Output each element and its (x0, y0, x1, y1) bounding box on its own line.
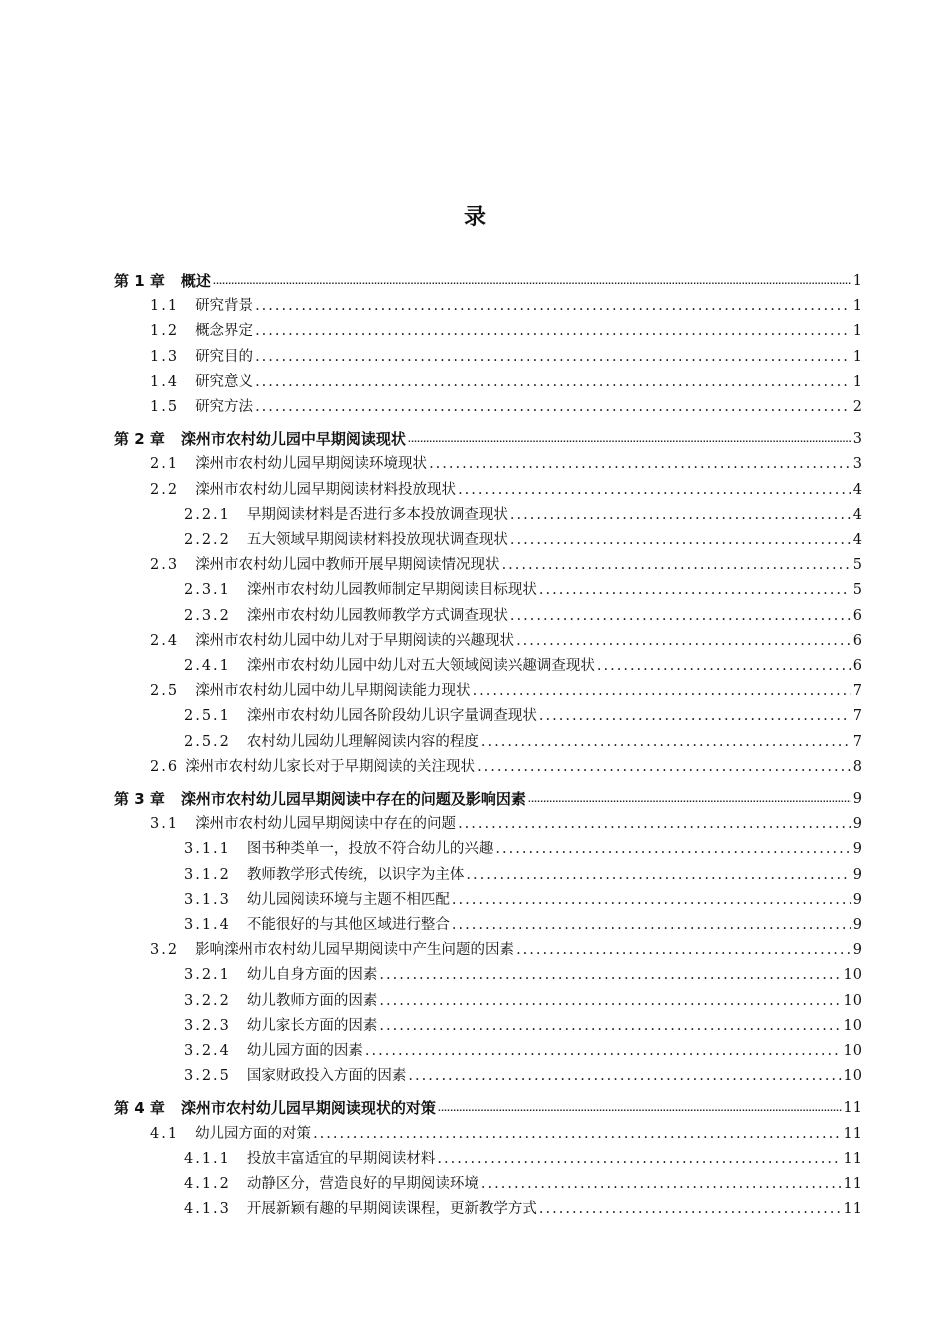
toc-number: 2.4 (150, 632, 180, 649)
toc-leader-dots (408, 433, 851, 447)
toc-number: 4.1.2 (184, 1176, 231, 1192)
toc-text: 不能很好的与其他区域进行整合 (246, 917, 450, 933)
toc-entry[interactable] (150, 295, 862, 317)
toc-number: 3.1 (150, 816, 180, 833)
toc-entry[interactable] (150, 346, 862, 368)
toc-entry[interactable] (150, 320, 862, 342)
toc-leader-dots (473, 680, 851, 702)
toc-text: 滦州市农村幼儿园早期阅读中存在的问题 (195, 816, 457, 833)
toc-page-number: 10 (843, 1017, 862, 1034)
toc-text: 研究意义 (195, 373, 254, 390)
toc-entry[interactable] (184, 1040, 862, 1062)
toc-text: 国家财政投入方面的因素 (246, 1068, 407, 1085)
toc-label (150, 320, 253, 342)
toc-entry[interactable] (150, 396, 862, 418)
toc-leader-dots (429, 453, 851, 475)
toc-entry[interactable] (184, 1173, 862, 1195)
toc-number: 2.3 (150, 557, 180, 574)
toc-text: 滦州市农村幼儿园早期阅读中存在的问题及影响因素 (180, 790, 526, 808)
toc-label (184, 1198, 537, 1220)
toc-number: 2.1 (150, 456, 180, 473)
toc-page-number: 4 (852, 532, 862, 548)
toc-page-number: 10 (843, 1043, 862, 1059)
toc-page-number: 7 (852, 683, 862, 700)
toc-label (150, 479, 456, 501)
toc-number: 2.5 (150, 683, 180, 700)
toc-number: 2.5.2 (184, 733, 231, 750)
toc-entry[interactable] (184, 655, 862, 677)
toc-leader-dots (255, 295, 851, 317)
toc-leader-dots (481, 1173, 842, 1195)
toc-label (184, 1173, 479, 1195)
toc-page-number: 1 (852, 348, 862, 365)
toc-page-number: 10 (843, 967, 862, 984)
toc-entry[interactable] (150, 554, 862, 576)
toc-page-number: 11 (843, 1150, 862, 1167)
toc-text: 五大领域早期阅读材料投放现状调查现状 (246, 532, 508, 548)
toc-entry[interactable] (184, 1148, 862, 1170)
toc-number: 3.2.3 (184, 1017, 231, 1034)
toc-leader-dots (437, 1148, 841, 1170)
toc-entry[interactable] (150, 1123, 862, 1145)
toc-entry[interactable] (150, 756, 862, 778)
toc-text: 教师教学形式传统，以识字为主体 (246, 866, 465, 883)
toc-number: 3.2.2 (184, 992, 231, 1009)
toc-label (150, 346, 253, 368)
toc-text: 幼儿园方面的对策 (195, 1125, 312, 1142)
toc-page-number: 1 (852, 323, 862, 340)
toc-text: 早期阅读材料是否进行多本投放调查现状 (246, 506, 508, 523)
toc-page-number: 11 (843, 1201, 862, 1218)
toc-leader-dots (365, 1040, 842, 1062)
toc-number: 4.1.1 (184, 1150, 231, 1167)
toc-page-number: 1 (852, 373, 862, 390)
toc-number: 2.5.1 (184, 708, 231, 725)
toc-label (184, 1040, 363, 1062)
toc-label (184, 705, 537, 727)
toc-entry[interactable] (184, 731, 862, 753)
toc-page-number: 9 (852, 891, 862, 908)
toc-leader-dots (516, 630, 851, 652)
toc-number: 2.3.2 (184, 607, 231, 624)
toc-label (184, 605, 508, 627)
toc-chapter[interactable] (114, 270, 862, 292)
toc-text: 滦州市农村幼儿园各阶段幼儿识字量调查现状 (246, 708, 537, 725)
toc-number: 第 3 章 (114, 790, 165, 808)
toc-page-number: 4 (852, 506, 862, 523)
toc-text: 滦州市农村幼儿园中幼儿对五大领域阅读兴趣调查现状 (246, 658, 595, 674)
toc-leader-dots (213, 275, 851, 289)
toc-leader-dots (477, 756, 851, 778)
toc-text: 研究目的 (195, 348, 254, 365)
toc-entry[interactable] (184, 1065, 862, 1087)
toc-label (184, 1065, 406, 1087)
toc-page-number: 11 (843, 1100, 862, 1117)
toc-leader-dots (466, 864, 850, 886)
toc-number: 3.2.4 (184, 1043, 231, 1059)
toc-label (114, 270, 211, 292)
toc-entry[interactable] (150, 371, 862, 393)
toc-entry[interactable] (150, 680, 862, 702)
toc-number: 3.1.1 (184, 841, 231, 858)
toc-number: 1.1 (150, 298, 180, 315)
toc-chapter[interactable] (114, 428, 862, 450)
toc-text: 滦州市农村幼儿园中幼儿对于早期阅读的兴趣现状 (195, 632, 515, 649)
toc-leader-dots (408, 1065, 841, 1087)
toc-label (150, 371, 253, 393)
toc-text: 幼儿园阅读环境与主题不相匹配 (246, 891, 450, 908)
toc-chapter[interactable] (114, 788, 862, 810)
toc-page-number: 7 (852, 733, 862, 750)
toc-label (184, 914, 450, 936)
toc-page-number: 2 (852, 399, 862, 415)
toc-text: 幼儿家长方面的因素 (246, 1017, 378, 1034)
toc-leader-dots (510, 504, 851, 526)
toc-page-number: 6 (852, 632, 862, 649)
toc-page-number: 1 (852, 273, 862, 289)
toc-leader-dots (379, 990, 841, 1012)
toc-number: 2.2.2 (184, 532, 231, 548)
toc-label (150, 756, 475, 778)
toc-entry[interactable] (184, 1198, 862, 1220)
toc-text: 滦州市农村幼儿园早期阅读材料投放现状 (195, 481, 457, 498)
toc-number: 1.5 (150, 399, 180, 415)
page-title: 录 (463, 205, 486, 230)
toc-page-number: 3 (852, 431, 862, 448)
toc-leader-dots (597, 655, 851, 677)
toc-number: 3.2.1 (184, 967, 231, 984)
toc-number: 1.3 (150, 348, 180, 365)
toc-number: 2.2.1 (184, 506, 231, 523)
toc-text: 研究方法 (195, 399, 254, 415)
toc-page-number: 9 (852, 866, 862, 883)
toc-text: 滦州市农村幼儿家长对于早期阅读的关注现状 (185, 758, 476, 775)
toc-label (184, 964, 377, 986)
toc-text: 影响滦州市农村幼儿园早期阅读中产生问题的因素 (195, 942, 515, 959)
toc-page-number: 6 (852, 607, 862, 624)
toc-text: 概念界定 (195, 323, 254, 340)
toc-leader-dots (539, 705, 851, 727)
toc-text: 开展新颖有趣的早期阅读课程，更新教学方式 (246, 1201, 537, 1218)
toc-leader-dots (481, 731, 851, 753)
toc-label (150, 453, 427, 475)
toc-entry[interactable] (150, 453, 862, 475)
toc-number: 3.1.4 (184, 917, 231, 933)
toc-page-number: 9 (852, 917, 862, 933)
toc-label (150, 680, 471, 702)
toc-leader-dots (516, 939, 851, 961)
toc-text: 幼儿园方面的因素 (246, 1043, 363, 1059)
toc-leader-dots (379, 964, 841, 986)
toc-label (184, 864, 464, 886)
toc-text: 图书种类单一，投放不符合幼儿的兴趣 (246, 841, 494, 858)
toc-text: 研究背景 (195, 298, 254, 315)
toc-entry[interactable] (184, 889, 862, 911)
toc-entry[interactable] (150, 813, 862, 835)
toc-text: 投放丰富适宜的早期阅读材料 (246, 1150, 436, 1167)
toc-page-number: 6 (852, 658, 862, 674)
toc-leader-dots (528, 793, 851, 807)
toc-label (184, 529, 508, 551)
toc-number: 3.2 (150, 942, 180, 959)
toc-leader-dots (452, 889, 851, 911)
toc-label (184, 889, 450, 911)
toc-page-number: 1 (852, 298, 862, 315)
toc-page-number: 10 (843, 992, 862, 1009)
toc-label (150, 295, 253, 317)
toc-leader-dots (510, 605, 851, 627)
toc-entry[interactable] (184, 1015, 862, 1037)
toc-text: 动静区分，营造良好的早期阅读环境 (246, 1176, 479, 1192)
toc-label (184, 990, 377, 1012)
toc-leader-dots (495, 838, 850, 860)
toc-page-number: 9 (852, 791, 862, 807)
toc-leader-dots (313, 1123, 841, 1145)
toc-leader-dots (502, 554, 851, 576)
toc-label (184, 1148, 435, 1170)
toc-entry[interactable] (184, 864, 862, 886)
toc-text: 幼儿教师方面的因素 (246, 992, 378, 1009)
toc-label (184, 655, 595, 677)
toc-page-number: 8 (852, 758, 862, 775)
toc-leader-dots (452, 914, 851, 936)
toc-number: 第 1 章 (114, 272, 165, 290)
toc-page-number: 9 (852, 942, 862, 959)
toc-entry[interactable] (150, 630, 862, 652)
toc-chapter[interactable] (114, 1097, 862, 1119)
toc-entry[interactable] (184, 605, 862, 627)
toc-entry[interactable] (184, 504, 862, 526)
toc-entry[interactable] (184, 579, 862, 601)
toc-text: 滦州市农村幼儿园教师制定早期阅读目标现状 (246, 582, 537, 599)
toc-text: 滦州市农村幼儿园教师教学方式调查现状 (246, 607, 508, 624)
toc-text: 滦州市农村幼儿园中早期阅读现状 (180, 430, 406, 449)
toc-leader-dots (458, 479, 851, 501)
toc-page-number: 11 (843, 1176, 862, 1192)
toc-label (184, 731, 479, 753)
toc-text: 滦州市农村幼儿园早期阅读环境现状 (195, 456, 428, 473)
toc-text: 滦州市农村幼儿园中幼儿早期阅读能力现状 (195, 683, 471, 700)
toc-page-number: 11 (843, 1125, 862, 1142)
toc-entry[interactable] (184, 705, 862, 727)
toc-entry[interactable] (150, 939, 862, 961)
toc-number: 2.6 (150, 758, 180, 775)
toc-number: 2.2 (150, 481, 180, 498)
toc-leader-dots (255, 320, 851, 342)
toc-page-number: 4 (852, 481, 862, 498)
toc-leader-dots (255, 396, 851, 418)
toc-leader-dots (379, 1015, 841, 1037)
toc-text: 概述 (180, 272, 211, 290)
toc-number: 第 4 章 (114, 1099, 165, 1118)
toc-number: 3.2.5 (184, 1068, 231, 1085)
toc-label (114, 788, 526, 810)
toc-leader-dots (539, 579, 851, 601)
toc-text: 滦州市农村幼儿园中教师开展早期阅读情况现状 (195, 557, 500, 574)
toc-label (184, 838, 493, 860)
toc-page-number: 5 (852, 557, 862, 574)
toc-page-number: 10 (843, 1068, 862, 1085)
toc-leader-dots (539, 1198, 842, 1220)
toc-number: 4.1.3 (184, 1201, 231, 1218)
toc-number: 第 2 章 (114, 430, 165, 449)
toc-page-number: 3 (852, 456, 862, 473)
toc-number: 4.1 (150, 1125, 180, 1142)
toc-entry[interactable] (184, 529, 862, 551)
toc-number: 1.4 (150, 373, 180, 390)
toc-entry[interactable] (184, 964, 862, 986)
toc-page-number: 9 (852, 816, 862, 833)
toc-label (150, 813, 456, 835)
toc-entry[interactable] (184, 838, 862, 860)
toc-page-number: 7 (852, 708, 862, 725)
toc-text: 幼儿自身方面的因素 (246, 967, 378, 984)
toc-text: 滦州市农村幼儿园早期阅读现状的对策 (180, 1099, 436, 1118)
toc-leader-dots (438, 1102, 842, 1116)
toc-label (150, 939, 514, 961)
toc-entry[interactable] (184, 990, 862, 1012)
toc-number: 2.3.1 (184, 582, 231, 599)
toc-label (150, 554, 500, 576)
toc-label (184, 1015, 377, 1037)
toc-label (114, 428, 406, 450)
toc-leader-dots (458, 813, 851, 835)
toc-number: 3.1.2 (184, 866, 231, 883)
toc-page-number: 9 (852, 841, 862, 858)
toc-label (184, 504, 508, 526)
toc-label (150, 396, 253, 418)
toc-number: 3.1.3 (184, 891, 231, 908)
toc-label (184, 579, 537, 601)
toc-text: 农村幼儿园幼儿理解阅读内容的程度 (246, 733, 479, 750)
toc-number: 1.2 (150, 323, 180, 340)
toc-leader-dots (255, 346, 851, 368)
toc-entry[interactable] (150, 479, 862, 501)
toc-label (150, 630, 514, 652)
toc-leader-dots (255, 371, 851, 393)
toc-label (150, 1123, 311, 1145)
toc-entry[interactable] (184, 914, 862, 936)
toc-leader-dots (510, 529, 851, 551)
toc-label (114, 1097, 436, 1119)
toc-page-number: 5 (852, 582, 862, 599)
toc-number: 2.4.1 (184, 658, 231, 674)
